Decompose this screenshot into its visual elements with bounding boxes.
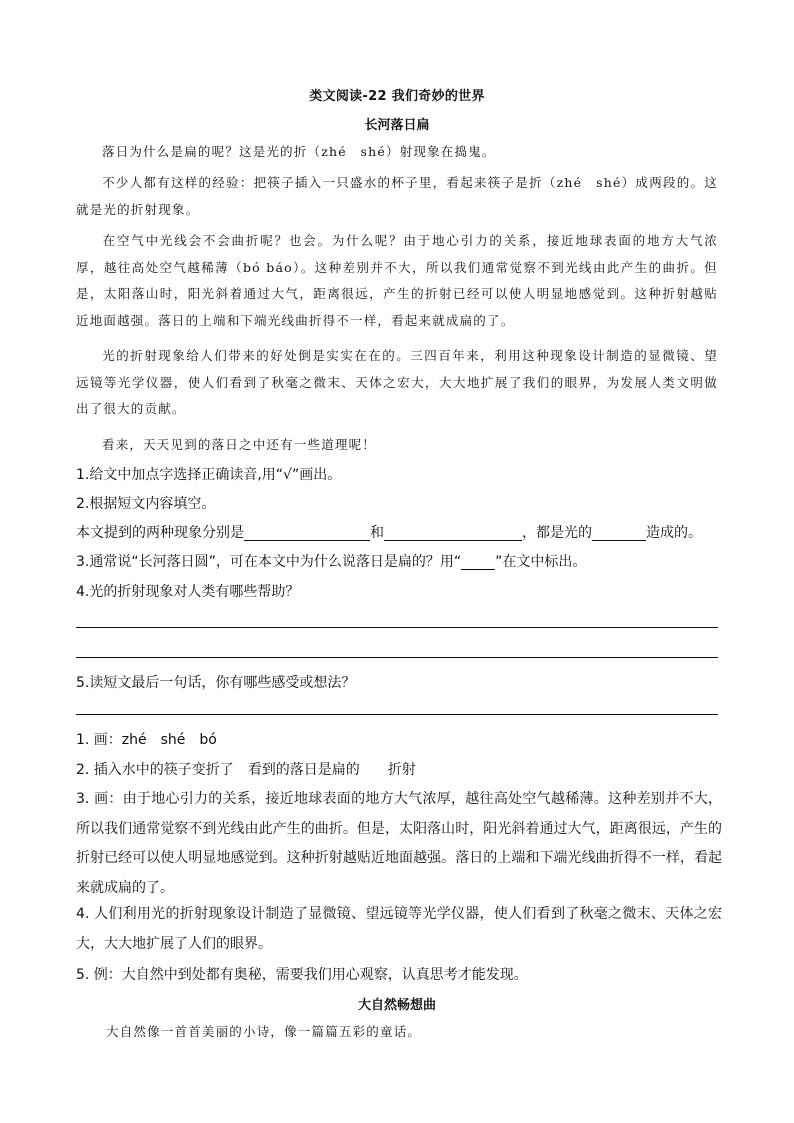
answer-4: 4. 人们利用光的折射现象设计制造了显微镜、望远镜等光学仪器，使人们看到了秋毫之微末、天体之宏大，大大地扩展了人们的眼界。 [76, 906, 722, 952]
fill-text: ，都是光的 [522, 525, 592, 541]
question-2-fill-line [76, 522, 726, 544]
fill-text: 和 [370, 525, 384, 541]
answer-blank[interactable] [592, 524, 646, 541]
answer-line[interactable] [76, 657, 718, 658]
next-passage-title: 大自然畅想曲 [357, 998, 436, 1013]
answer-1: 1. 画：zhé shé bó [76, 732, 217, 748]
answer-text: 看到的落日是扁的 [247, 762, 360, 778]
passage-title: 长河落日扁 [364, 118, 430, 133]
passage-paragraph-3 [76, 228, 718, 334]
answer-text: 2. 插入水中的筷子变折了 [76, 762, 234, 778]
question-1: 1.给文中加点字选择正确读音,用“√”画出。 [76, 467, 342, 483]
answer-blank[interactable] [244, 524, 370, 541]
fill-text: 本文提到的两种现象分别是 [76, 525, 244, 541]
answer-5: 5. 例：大自然中到处都有奥秘，需要我们用心观察，认真思考才能发现。 [76, 967, 528, 983]
next-passage-first-line: 大自然像一首首美丽的小诗，像一篇篇五彩的童话。 [106, 1024, 422, 1039]
paragraph-text: 光的折射现象给人们带来的好处倒是实实在在的。三四百年来，利用这种现象设计制造的显微镜、望远镜等光学仪器，使人们看到了秋毫之微末、天体之宏大，大大地扩展了我们的眼界，为发展人类文明做出了很大的贡献。 [76, 348, 718, 416]
paragraph-text: 不少人都有这样的经验：把筷子插入一只盛水的杯子里，看起来筷子是折（zhé shé）成两段的。这就是光的折射现象。 [76, 175, 718, 217]
answer-blank[interactable] [384, 524, 522, 541]
question-text: ”在文中标出。 [495, 554, 587, 570]
passage-paragraph-2 [76, 170, 718, 223]
paragraph-text: 落日为什么是扁的呢？这是光的折（zhé shé）射现象在捣鬼。 [102, 144, 496, 159]
answer-3: 3. 画：由于地心引力的关系，接近地球表面的地方大气浓厚，越往高处空气越稀薄。这种差别并不大，所以我们通常觉察不到光线由此产生的曲折。但是，太阳落山时，阳光斜着通过大气，距离很远，产生的折射已经可以使人明显地感觉到。这种折射越贴近地面越强。落日的上端和下端光线曲折得不一样，看起来就成扁的了。 [76, 791, 722, 896]
passage-paragraph-1 [76, 139, 718, 166]
paragraph-text: 看来，天天见到的落日之中还有一些道理呢！ [102, 437, 377, 452]
question-text: 3.通常说“长河落日圆”，可在本文中为什么说落日是扁的？用“ [76, 554, 462, 570]
question-5: 5.读短文最后一句话，你有哪些感受或想法？ [76, 675, 356, 691]
fill-text: 造成的。 [646, 525, 702, 541]
question-3 [76, 551, 726, 573]
question-4: 4.光的折射现象对人类有哪些帮助？ [76, 584, 300, 600]
answer-line[interactable] [76, 627, 718, 628]
answer-2 [76, 756, 722, 786]
question-2: 2.根据短文内容填空。 [76, 496, 216, 512]
answer-text: 折射 [387, 762, 416, 778]
passage-paragraph-5 [76, 432, 718, 459]
underline-mark-sample [461, 553, 495, 570]
passage-paragraph-4 [76, 343, 718, 423]
answer-line[interactable] [76, 714, 718, 715]
worksheet-title: 类文阅读-22 我们奇妙的世界 [309, 89, 485, 104]
paragraph-text: 在空气中光线会不会曲折呢？也会。为什么呢？由于地心引力的关系，接近地球表面的地方大气浓厚，越往高处空气越稀薄（bó báo）。这种差别并不大，所以我们通常觉察不到光线由此产生的曲折。但是，太阳落山时，阳光斜着通过大气，距离很远，产生的折射已经可以使人明显地感觉到。这种折射越贴近地面越强。落日的上端和下端光线曲折得不一样，看起来就成扁的了。 [76, 233, 718, 328]
